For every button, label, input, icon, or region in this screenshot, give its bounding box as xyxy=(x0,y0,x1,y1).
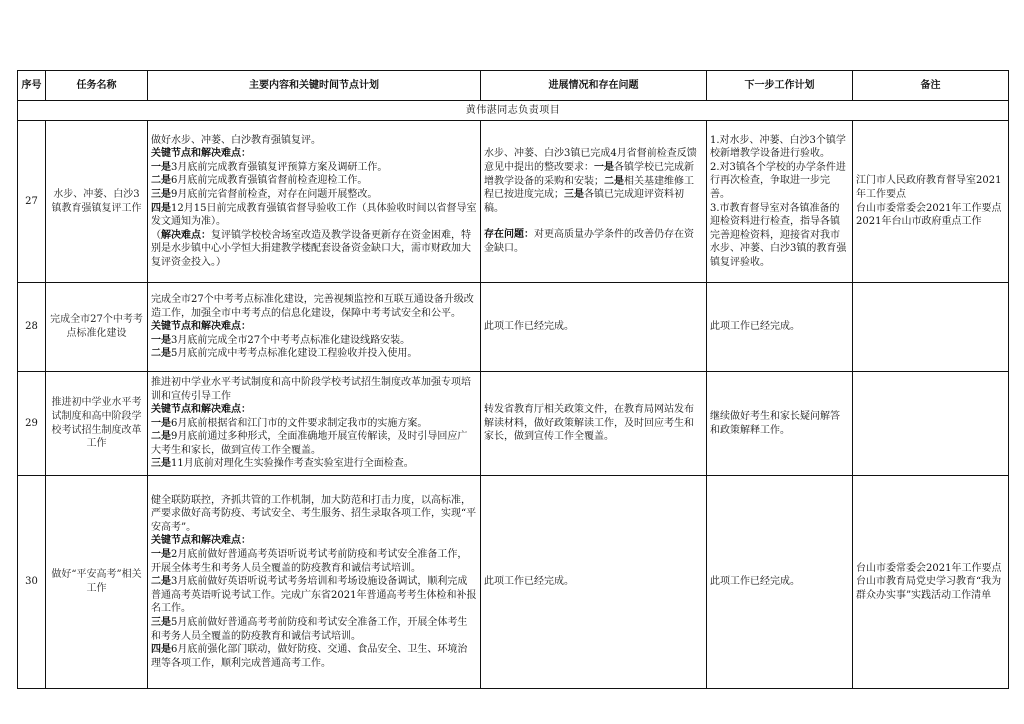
table-row xyxy=(18,283,1009,372)
content-intro: 健全联防联控，齐抓共管的工作机制，加大防范和打击力度，以高标准，严要求做好高考防疫、考试安全、考生服务、招生录取各项工作，实现“平安高考”。 xyxy=(151,494,477,533)
progress-text: 水步、冲蒌、白沙3镇已完成4月省督前检查反馈意见中提出的整改要求：一是各镇学校已完成新增教学设备的采购和安装；二是相关基建维修工程已按进度完成；三是各镇已完成迎评资料初稿。 xyxy=(484,148,697,214)
key-label: 关键节点和解决难点： xyxy=(151,321,251,333)
milestone: 一是3月底前完成教育强镇复评预算方案及调研工作。 xyxy=(151,161,388,173)
table-row xyxy=(18,121,1009,283)
progress-cell: 此项工作已经完成。 xyxy=(481,476,707,689)
milestone: 二是9月底前通过多种形式，全面准确地开展宣传解读，及时引导回应广大考生和家长，做到宣传工作全覆盖。 xyxy=(151,431,468,456)
progress-cell: 此项工作已经完成。 xyxy=(481,283,707,372)
content-cell xyxy=(148,283,481,372)
key-label: 关键节点和解决难点： xyxy=(151,535,251,547)
issue-text: 存在问题：对更高质量办学条件的改善仍存在资金缺口。 xyxy=(484,229,694,254)
next-plan-item: 3.市教育督导室对各镇准备的迎检资料进行检查，指导各镇完善迎检资料，迎接省对我市水步、冲蒌、白沙3镇的教育强镇复评验收。 xyxy=(710,202,847,268)
task-name: 推进初中学业水平考试制度和高中阶段学校考试招生制度改革工作 xyxy=(46,372,148,476)
milestone: 二是3月底前做好英语听说考试考务培训和考场设施设备调试，顺利完成普通高考英语听说考试工作。完成广东省2021年普通高考考生体检和补报名工作。 xyxy=(151,576,477,615)
row-number: 30 xyxy=(18,476,46,689)
note-cell xyxy=(853,476,1009,689)
next-plan-cell: 此项工作已经完成。 xyxy=(707,476,853,689)
section-title: 黄伟湛同志负责项目 xyxy=(18,101,1009,121)
next-plan-cell: 继续做好考生和家长疑问解答和政策解释工作。 xyxy=(707,372,853,476)
milestone: 三是5月底前做好普通高考考前防疫和考试安全准备工作，开展全体考生和考务人员全覆盖的防疫教育和诚信考试培训。 xyxy=(151,616,468,642)
note-cell xyxy=(853,372,1009,476)
header-seq: 序号 xyxy=(18,71,46,101)
header-next-plan: 下一步工作计划 xyxy=(707,71,853,101)
progress-cell: 转发省教育厅相关政策文件，在教育局网站发布解读材料，做好政策解读工作，及时回应考生和家长，做到宣传工作全覆盖。 xyxy=(481,372,707,476)
milestone: 三是9月底前完省督前检查，对存在问题开展整改。 xyxy=(151,188,378,200)
key-label: 关键节点和解决难点： xyxy=(151,404,251,416)
header-row xyxy=(18,71,1009,101)
content-cell xyxy=(148,372,481,476)
milestone: 一是3月底前完成全市27个中考考点标准化建设线路安装。 xyxy=(151,334,411,346)
milestone: 二是5月底前完成中考考点标准化建设工程验收并投入使用。 xyxy=(151,348,418,360)
table-row xyxy=(18,476,1009,689)
row-number: 28 xyxy=(18,283,46,372)
task-name: 水步、冲蒌、白沙3镇教育强镇复评工作 xyxy=(46,121,148,283)
milestone: 三是11月底前对理化生实验操作考查实验室进行全面检查。 xyxy=(151,458,414,470)
header-task-name: 任务名称 xyxy=(46,71,148,101)
note-item: 台山市教育局党史学习教育“我为群众办实事”实践活动工作清单 xyxy=(856,576,1002,601)
section-row xyxy=(18,101,1009,121)
task-name: 做好“平安高考”相关工作 xyxy=(46,476,148,689)
content-intro: 做好水步、冲蒌、白沙教育强镇复评。 xyxy=(151,134,321,146)
next-plan-item: 2.对3镇各个学校的办学条件进行再次检查，争取进一步完善。 xyxy=(710,161,846,200)
milestone: 四是12月15日前完成教育强镇省督导验收工作（具体验收时间以省督导室发文通知为准）。 xyxy=(151,202,477,228)
milestone: 一是6月底前根据省和江门市的文件要求制定我市的实施方案。 xyxy=(151,417,428,429)
key-label: 关键节点和解决难点： xyxy=(151,148,251,160)
header-note: 备注 xyxy=(853,71,1009,101)
milestone: 一是2月底前做好普通高考英语听说考试考前防疫和考试安全准备工作，开展全体考生和考务人员全覆盖的防疫教育和诚信考试培训。 xyxy=(151,549,468,574)
milestone: 四是6月底前强化部门联动，做好防疫、交通、食品安全、卫生、环境治理等各项工作，顺利完成普通高考工作。 xyxy=(151,644,468,669)
task-table xyxy=(17,70,1009,689)
row-number: 27 xyxy=(18,121,46,283)
content-intro: 推进初中学业水平考试制度和高中阶段学校考试招生制度改革加强专项培训和宣传引导工作 xyxy=(151,376,471,402)
milestone: 二是6月底前完成教育强镇省督前检查迎检工作。 xyxy=(151,175,368,187)
note-cell xyxy=(853,121,1009,283)
next-plan-item: 1.对水步、冲蒌、白沙3个镇学校新增教学设备进行验收。 xyxy=(710,134,846,160)
table-row xyxy=(18,372,1009,476)
note-cell xyxy=(853,283,1009,372)
header-progress: 进展情况和存在问题 xyxy=(481,71,707,101)
note-item: 2021年台山市政府重点工作 xyxy=(856,216,982,228)
note-item: 江门市人民政府教育督导室2021年工作要点 xyxy=(856,175,1002,200)
task-name: 完成全市27个中考考点标准化建设 xyxy=(46,283,148,372)
content-cell xyxy=(148,121,481,283)
content-cell xyxy=(148,476,481,689)
next-plan-cell xyxy=(707,121,853,283)
header-content: 主要内容和关键时间节点计划 xyxy=(148,71,481,101)
content-intro: 完成全市27个中考考点标准化建设，完善视频监控和互联互通设备升级改造工作，加强全市中考考点的信息化建设，保障中考考试安全和公平。 xyxy=(151,294,474,319)
next-plan-cell: 此项工作已经完成。 xyxy=(707,283,853,372)
note-item: 台山市委常委会2021年工作要点 xyxy=(856,562,1002,574)
row-number: 29 xyxy=(18,372,46,476)
difficulty: （解决难点：复评镇学校校舍场室改造及教学设备更新存在资金困难，特别是水步镇中心小学恒大捐建教学楼配套设备资金缺口大，需市财政加大复评资金投入。） xyxy=(151,229,471,268)
progress-cell xyxy=(481,121,707,283)
note-item: 台山市委常委会2021年工作要点 xyxy=(856,202,1002,214)
